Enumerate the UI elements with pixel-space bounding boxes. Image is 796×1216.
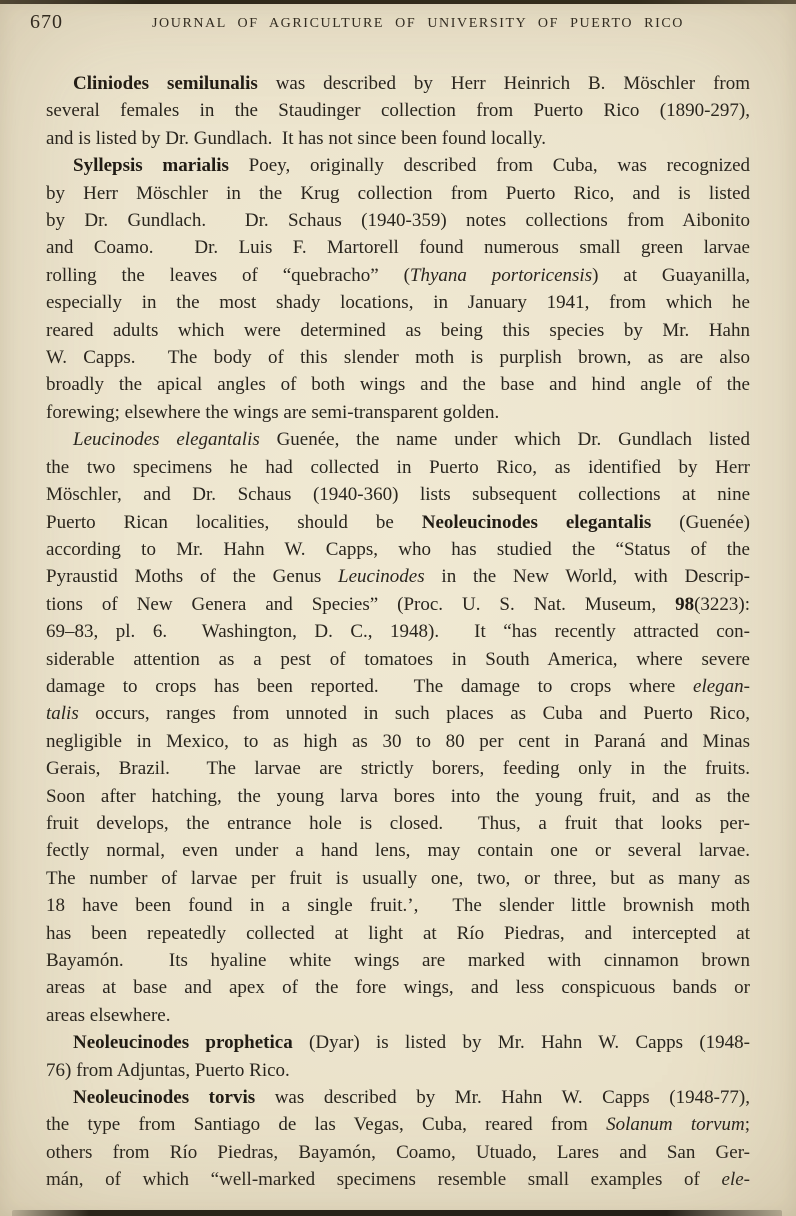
- text-line: areas at base and apex of the fore wings, and less conspicuous bands or: [46, 977, 750, 999]
- paragraph: [46, 426, 750, 1029]
- text-line: siderable attention as a pest of tomatoes in South America, where severe: [46, 648, 750, 670]
- text-line: 18 have been found in a single fruit.’, The slender little brownish moth: [46, 895, 750, 917]
- text-line: Leucinodes elegantalis Guenée, the name under which Dr. Gundlach listed: [73, 429, 750, 451]
- text-line: and is listed by Dr. Gundlach. It has not since been found locally.: [46, 127, 547, 149]
- text-line: especially in the most shady locations, in January 1941, from which he: [46, 292, 750, 314]
- text-line: broadly the apical angles of both wings and the base and hind angle of the: [46, 374, 750, 396]
- text-line: and Coamo. Dr. Luis F. Martorell found numerous small green larvae: [46, 237, 750, 259]
- text-line: damage to crops has been reported. The damage to crops where elegan-: [46, 675, 750, 697]
- text-line: 76) from Adjuntas, Puerto Rico.: [46, 1059, 290, 1081]
- text-line: Soon after hatching, the young larva bores into the young fruit, and as the: [46, 785, 750, 807]
- paragraph: [46, 1029, 750, 1084]
- text-line: by Dr. Gundlach. Dr. Schaus (1940-359) notes collections from Aibonito: [46, 210, 750, 232]
- text-line: Pyraustid Moths of the Genus Leucinodes in the New World, with Descrip-: [46, 566, 751, 588]
- text-line: Syllepsis marialis Poey, originally described from Cuba, was recognized: [73, 155, 750, 177]
- text-line: according to Mr. Hahn W. Capps, who has studied the “Status of the: [46, 538, 750, 560]
- text-line: has been repeatedly collected at light at Río Piedras, and intercepted at: [46, 922, 750, 944]
- text-line: the type from Santiago de las Vegas, Cuba, reared from Solanum torvum;: [46, 1114, 751, 1136]
- text-line: several females in the Staudinger collection from Puerto Rico (1890-297),: [46, 100, 750, 122]
- text-line: The number of larvae per fruit is usually one, two, or three, but as many as: [46, 867, 750, 889]
- text-line: talis occurs, ranges from unnoted in such places as Cuba and Puerto Rico,: [46, 703, 750, 725]
- text-line: Bayamón. Its hyaline white wings are marked with cinnamon brown: [46, 950, 750, 971]
- text-line: Neoleucinodes torvis was described by Mr. Hahn W. Capps (1948-77),: [73, 1087, 750, 1109]
- text-line: Gerais, Brazil. The larvae are strictly borers, feeding only in the fruits.: [46, 758, 750, 780]
- text-line: tions of New Genera and Species” (Proc. U. S. Nat. Museum, 98(3223):: [46, 593, 750, 615]
- page-header: [0, 0, 796, 37]
- paragraph: [46, 70, 750, 152]
- page-text: [0, 70, 796, 1194]
- running-title: JOURNAL OF AGRICULTURE OF UNIVERSITY OF PUERTO RICO: [151, 16, 685, 31]
- page-number: 670: [30, 11, 63, 33]
- text-line: Neoleucinodes prophetica (Dyar) is listed by Mr. Hahn W. Capps (1948-: [73, 1032, 750, 1054]
- text-line: by Herr Möschler in the Krug collection from Puerto Rico, and is listed: [46, 182, 750, 204]
- text-line: Puerto Rican localities, should be Neoleucinodes elegantalis (Guenée): [46, 511, 750, 533]
- paragraph: [46, 1084, 750, 1194]
- text-line: fectly normal, even under a hand lens, may contain one or several larvae.: [46, 840, 750, 862]
- scan-edge-bottom: [12, 1210, 782, 1216]
- text-line: the two specimens he had collected in Puerto Rico, as identified by Herr: [46, 456, 750, 478]
- text-line: others from Río Piedras, Bayamón, Coamo, Utuado, Lares and San Ger-: [46, 1141, 750, 1163]
- text-line: 69–83, pl. 6. Washington, D. C., 1948). It “has recently attracted con-: [46, 621, 750, 643]
- text-line: fruit develops, the entrance hole is closed. Thus, a fruit that looks per-: [46, 812, 750, 834]
- text-line: areas elsewhere.: [46, 1004, 171, 1026]
- text-line: negligible in Mexico, to as high as 30 to 80 per cent in Paraná and Minas: [46, 730, 750, 752]
- text-line: forewing; elsewhere the wings are semi-transparent golden.: [46, 401, 500, 423]
- text-line: Möschler, and Dr. Schaus (1940-360) lists subsequent collections at nine: [46, 484, 750, 506]
- text-line: Cliniodes semilunalis was described by Herr Heinrich B. Möschler from: [73, 73, 750, 94]
- text-line: W. Capps. The body of this slender moth is purplish brown, as are also: [46, 347, 750, 369]
- text-line: rolling the leaves of “quebracho” (Thyana portoricensis) at Guayanilla,: [46, 264, 751, 286]
- text-line: mán, of which “well-marked specimens resemble small examples of ele-: [46, 1169, 750, 1191]
- text-line: reared adults which were determined as being this species by Mr. Hahn: [46, 319, 750, 341]
- paragraph: [46, 152, 750, 426]
